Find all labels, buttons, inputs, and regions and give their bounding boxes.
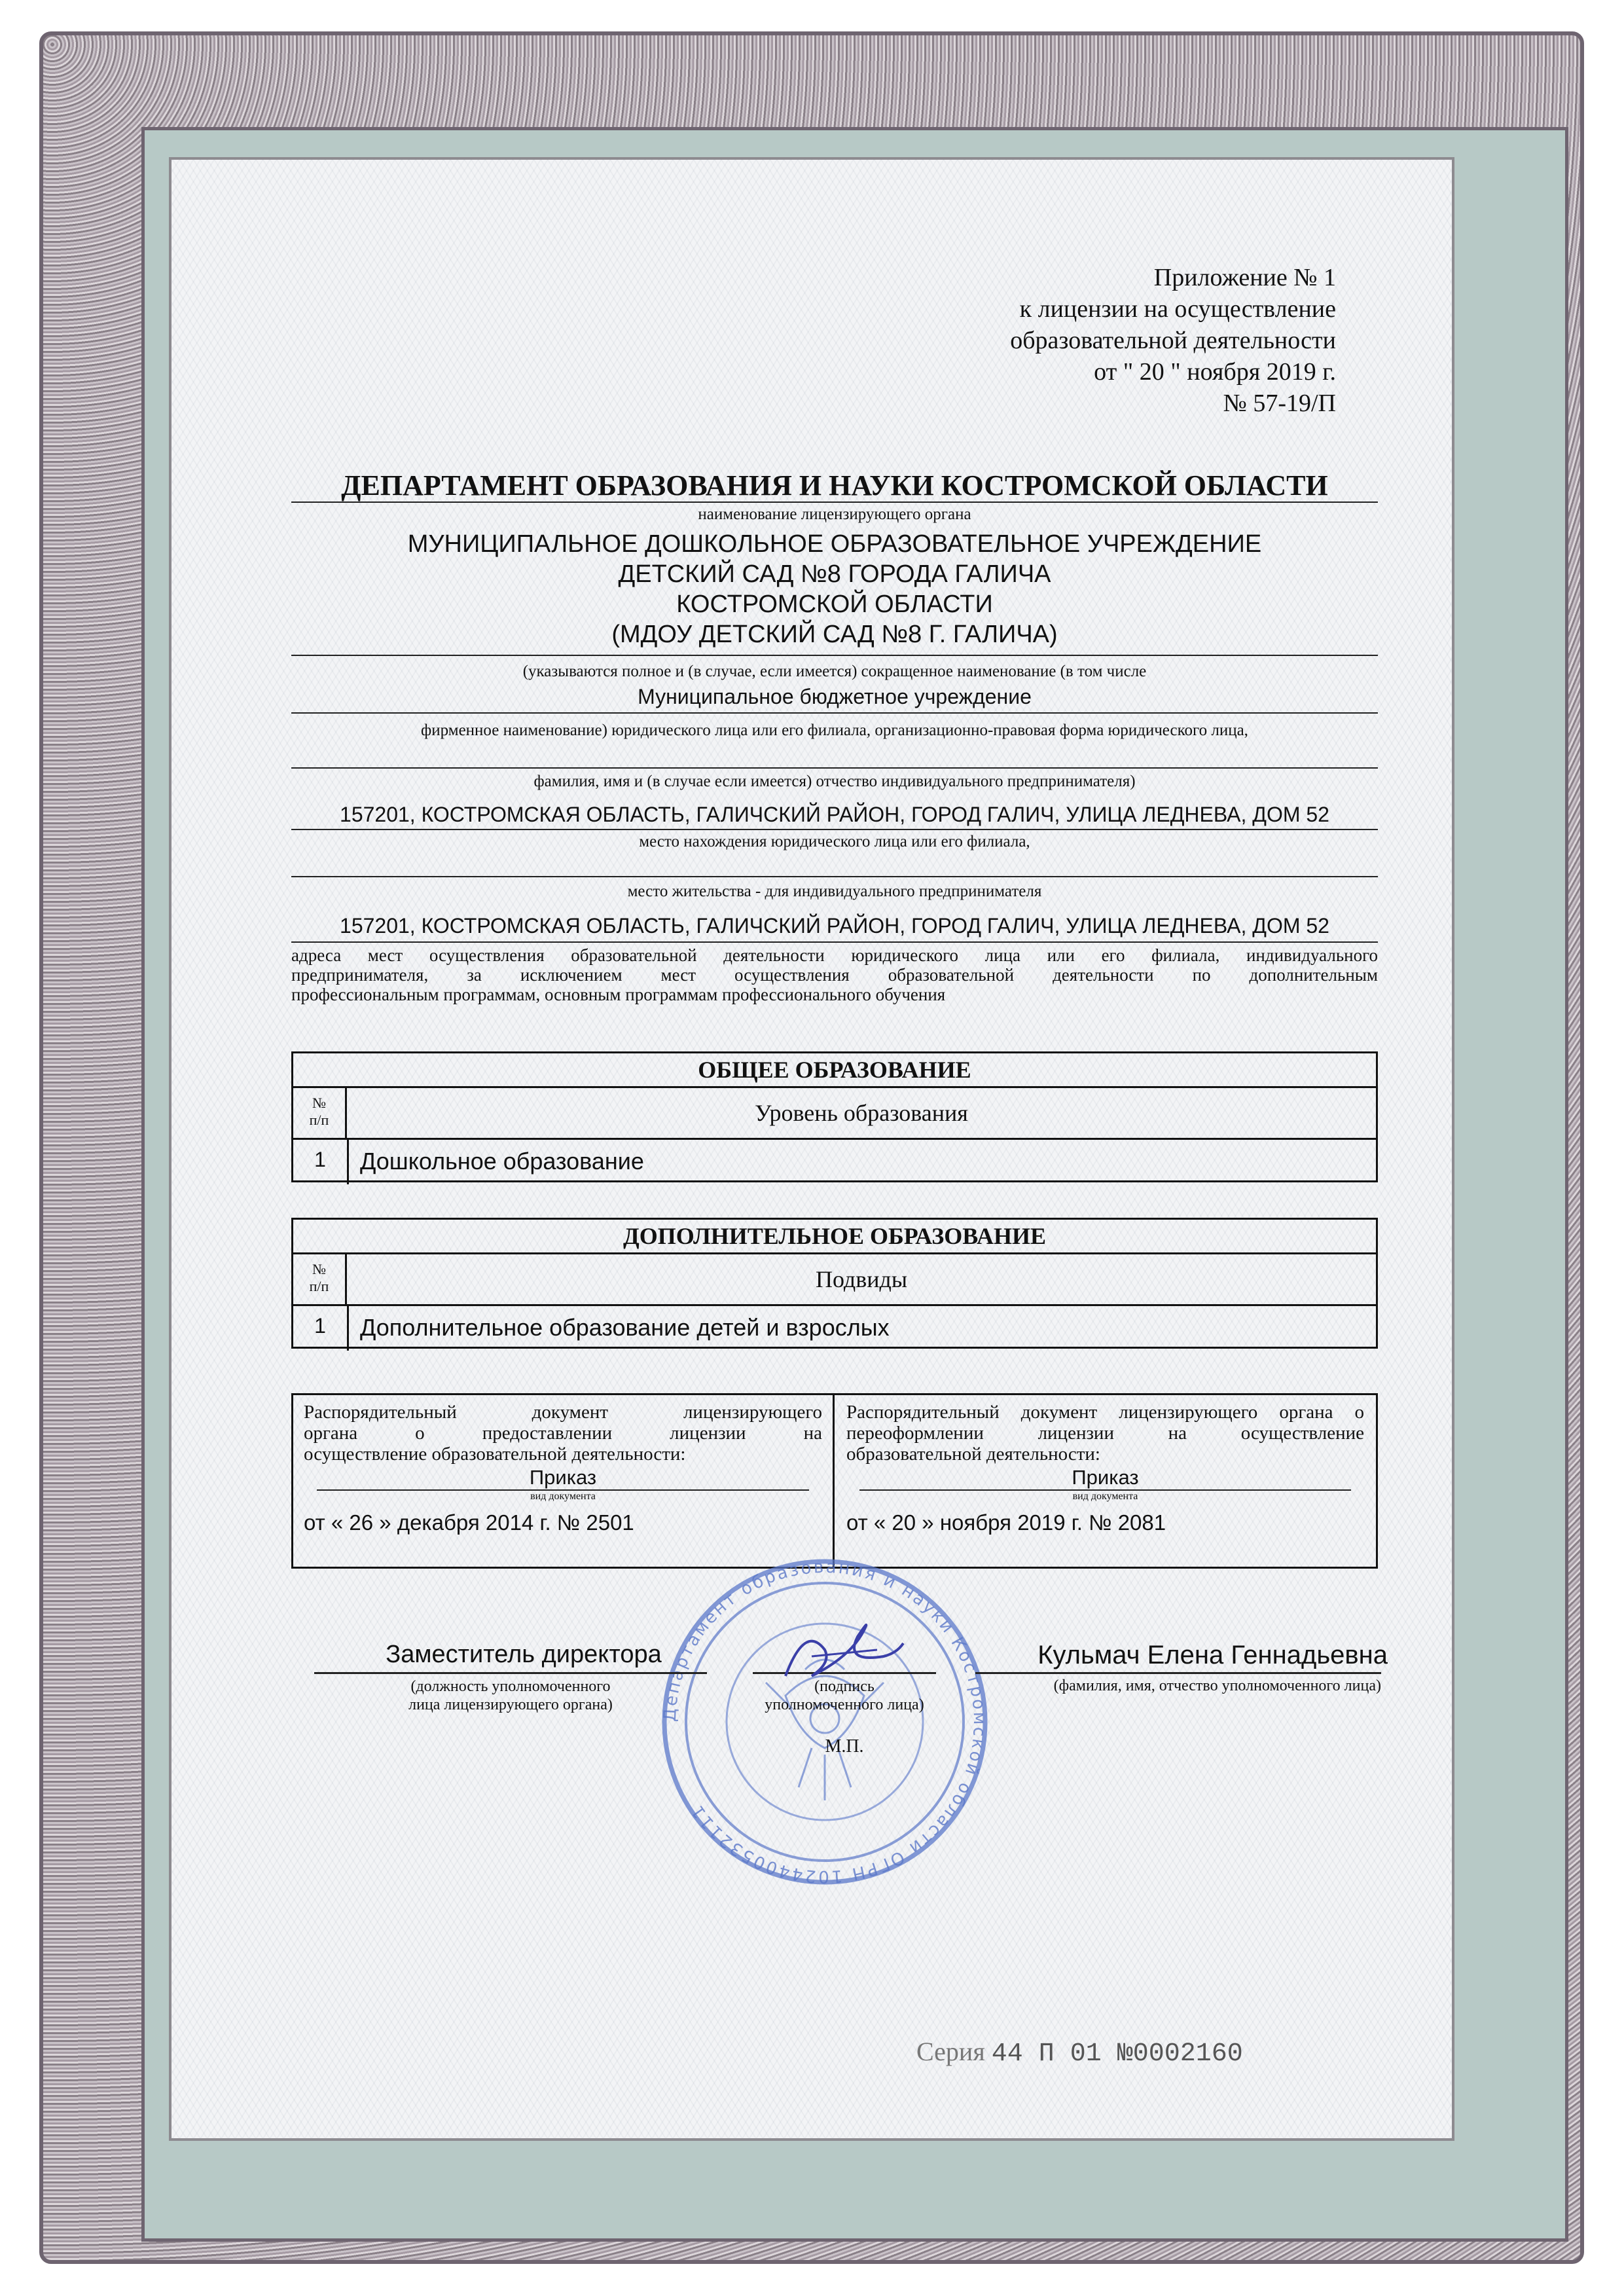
organization-caption-3: фамилия, имя и (в случае если имеется) отчество индивидуального предпринимателя) [533,773,1136,790]
reissue-order-line-1: Распорядительный документ лицензирующего органа о [846,1402,1364,1423]
additional-education-title: ДОПОЛНИТЕЛЬНОЕ ОБРАЗОВАНИЕ [623,1223,1047,1249]
organization-legal-form: Муниципальное бюджетное учреждение [638,685,1032,708]
location-underline [291,829,1378,830]
num-symbol: № [312,1261,326,1277]
serial-number [916,2036,1243,2069]
activity-caption-line-1: адреса мест осуществления образовательной деятельности юридического лица или его филиала, индивидуального [291,945,1378,965]
order-documents-box [291,1393,1378,1569]
name-underline [975,1672,1381,1674]
row-number: 1 [293,1306,349,1351]
position-caption-line-1: (должность уполномоченного [410,1678,611,1695]
location-address: 157201, КОСТРОМСКАЯ ОБЛАСТЬ, ГАЛИЧСКИЙ РАЙОН, ГОРОД ГАЛИЧ, УЛИЦА ЛЕДНЕВА, ДОМ 52 [340,803,1329,826]
grant-order-cell [293,1395,835,1567]
grant-order-type: Приказ [529,1466,597,1489]
official-seal [655,1552,995,1892]
row-value: Дошкольное образование [360,1148,644,1175]
num-symbol: № [312,1095,326,1111]
activity-underline [291,941,1378,943]
activity-caption-line-3: профессиональным программам, основным программам профессионального обучения [291,985,946,1004]
organization-caption-2: фирменное наименование) юридического лица или его филиала, организационно-правовая форма юридического лица, [421,721,1248,739]
grant-order-type-caption: вид документа [530,1491,596,1502]
blank-underline-1 [291,767,1378,769]
appendix-header [747,262,1336,419]
row-number: 1 [293,1140,349,1184]
additional-education-table [291,1218,1378,1349]
reissue-order-type-caption: вид документа [1072,1491,1138,1502]
general-education-num-header [293,1088,347,1138]
additional-education-column-header: Подвиды [815,1266,908,1292]
legal-form-underline [291,712,1378,714]
table-row [293,1138,1376,1184]
grant-order-line-2: органа о предоставлении лицензии на [304,1423,822,1444]
additional-education-header-row [293,1252,1376,1304]
location-caption: место нахождения юридического лица или его филиала, [639,833,1030,850]
reissue-order-line-2: переоформлении лицензии на осуществление [846,1423,1364,1444]
grant-order-date-number: от « 26 » декабря 2014 г. № 2501 [304,1510,634,1535]
organization-name-line-2: ДЕТСКИЙ САД №8 ГОРОДА ГАЛИЧА [618,560,1051,588]
table-row [293,1304,1376,1351]
name-caption: (фамилия, имя, отчество уполномоченного лица) [1053,1677,1381,1694]
organization-short-name: (МДОУ ДЕТСКИЙ САД №8 Г. ГАЛИЧА) [611,621,1058,648]
serial-value: 44 П 01 №0002160 [991,2039,1243,2069]
appendix-date: от " 20 " ноября 2019 г. [1094,358,1336,386]
activity-caption [291,945,1378,1004]
general-education-table [291,1051,1378,1182]
residence-caption: место жительства - для индивидуального предпринимателя [627,883,1042,900]
signatory-position: Заместитель директора [386,1641,662,1668]
grant-order-line-3: осуществление образовательной деятельности: [304,1444,686,1465]
organization-underline [291,655,1378,656]
blank-underline-2 [291,876,1378,877]
svg-text:Департамент образования и наук [660,1558,989,1886]
position-underline [314,1672,707,1674]
seal-place-mark: М.П. [825,1736,864,1757]
reissue-order-description [846,1402,1364,1465]
organization-name-line-1: МУНИЦИПАЛЬНОЕ ДОШКОЛЬНОЕ ОБРАЗОВАТЕЛЬНОЕ УЧРЕЖДЕНИЕ [407,530,1262,558]
signature-caption [753,1677,936,1714]
grant-order-description [304,1402,822,1465]
appendix-license-number: № 57-19/П [1223,390,1336,417]
organization-caption-1: (указываются полное и (в случае, если имеется) сокращенное наименование (в том числе [522,663,1147,680]
authority-underline [291,501,1378,503]
authority-caption: наименование лицензирующего органа [698,505,971,523]
appendix-activity: образовательной деятельности [1010,327,1336,354]
position-caption-line-2: лица лицензирующего органа) [408,1696,613,1713]
authority-name: ДЕПАРТАМЕНТ ОБРАЗОВАНИЯ И НАУКИ КОСТРОМСКОЙ ОБЛАСТИ [341,469,1328,501]
general-education-header-row [293,1086,1376,1138]
organization-name-line-3: КОСТРОМСКОЙ ОБЛАСТИ [676,591,993,618]
reissue-order-date-number: от « 20 » ноября 2019 г. № 2081 [846,1510,1166,1535]
signature-caption-line-2: уполномоченного лица) [765,1696,924,1713]
signature-caption-line-1: (подпись [814,1678,875,1695]
row-value: Дополнительное образование детей и взрослых [360,1314,890,1341]
activity-address: 157201, КОСТРОМСКАЯ ОБЛАСТЬ, ГАЛИЧСКИЙ РАЙОН, ГОРОД ГАЛИЧ, УЛИЦА ЛЕДНЕВА, ДОМ 52 [340,914,1329,938]
appendix-license-ref: к лицензии на осуществление [1019,295,1336,323]
serial-label: Серия [916,2037,985,2066]
additional-education-num-header [293,1254,347,1304]
general-education-column-header: Уровень образования [755,1100,968,1126]
reissue-order-cell [835,1395,1376,1567]
num-abbrev: п/п [309,1112,329,1128]
activity-caption-line-2: предпринимателя, за исключением мест осуществления образовательной деятельности по дополнительным [291,965,1378,985]
organization-name [291,529,1378,649]
grant-order-line-1: Распорядительный документ лицензирующего [304,1402,822,1423]
num-abbrev: п/п [309,1278,329,1294]
position-caption [314,1677,707,1714]
general-education-title: ОБЩЕЕ ОБРАЗОВАНИЕ [698,1057,971,1083]
signatory-name: Кульмач Елена Геннадьевна [1038,1641,1388,1669]
appendix-number: Приложение № 1 [1153,264,1336,291]
reissue-order-type: Приказ [1072,1466,1139,1489]
seal-text: Департамент образования и науки Костромской области ОГРН 1024400532111 [660,1557,990,1887]
reissue-order-line-3: образовательной деятельности: [846,1444,1100,1465]
